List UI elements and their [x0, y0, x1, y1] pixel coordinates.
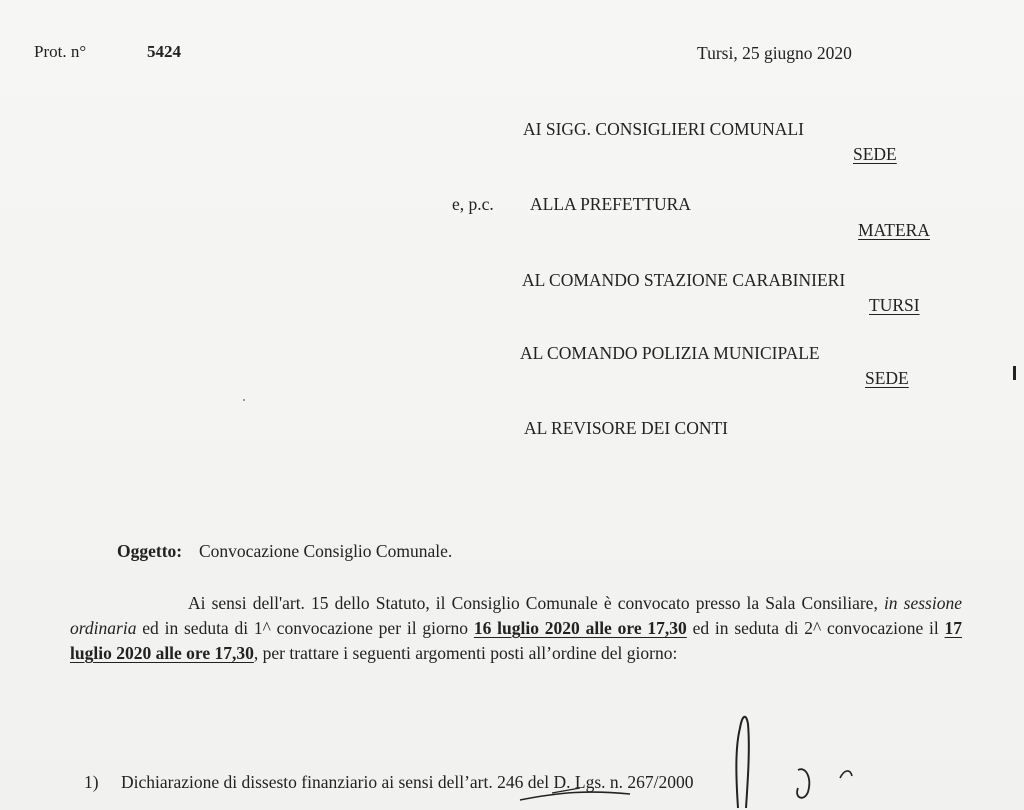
- margin-mark: [1013, 366, 1016, 380]
- agenda-item-text: Dichiarazione di dissesto finanziario ai sensi dell’art. 246 del D. Lgs. n. 267/2000: [121, 772, 694, 792]
- protocol-number: 5424: [147, 42, 181, 61]
- body-text-3: ed in seduta di 2^ convocazione il: [692, 618, 939, 638]
- body-paragraph: [70, 591, 962, 666]
- body-text-4: , per trattare i seguenti argomenti posti all’ordine del giorno:: [253, 643, 678, 663]
- subject-text: Convocazione Consiglio Comunale.: [199, 541, 453, 561]
- cc-prefix: e, p.c.: [452, 194, 494, 214]
- body-text-italic: in sessione ordinaria: [70, 593, 962, 638]
- recipient-name: AI SIGG. CONSIGLIERI COMUNALI: [523, 119, 804, 139]
- subject-label: Oggetto:: [117, 541, 183, 561]
- recipient-name: AL COMANDO POLIZIA MUNICIPALE: [520, 343, 820, 363]
- recipient-name: AL COMANDO STAZIONE CARABINIERI: [522, 270, 846, 290]
- recipient-name: AL REVISORE DEI CONTI: [524, 418, 728, 438]
- first-session-date: 16 luglio 2020 alle ore 17,30: [473, 618, 687, 638]
- recipient-location: SEDE: [853, 144, 897, 164]
- place-date: Tursi, 25 giugno 2020: [697, 43, 852, 63]
- recipient-location: MATERA: [858, 220, 930, 240]
- speck: [243, 399, 245, 401]
- body-text-2: ed in seduta di 1^ convocazione per il giorno: [142, 618, 469, 638]
- handwritten-signature: [480, 708, 860, 810]
- agenda-number: 1): [84, 772, 99, 792]
- protocol-label: Prot. n°: [34, 42, 87, 61]
- second-session-date: 17 luglio 2020 alle ore 17,30: [70, 618, 963, 663]
- recipient-location: SEDE: [865, 368, 909, 388]
- body-text-1: Ai sensi dell'art. 15 dello Statuto, il Consiglio Comunale è convocato presso la Sala Consiliare,: [188, 593, 878, 613]
- recipient-location: TURSI: [869, 295, 920, 315]
- recipient-name: ALLA PREFETTURA: [530, 194, 691, 214]
